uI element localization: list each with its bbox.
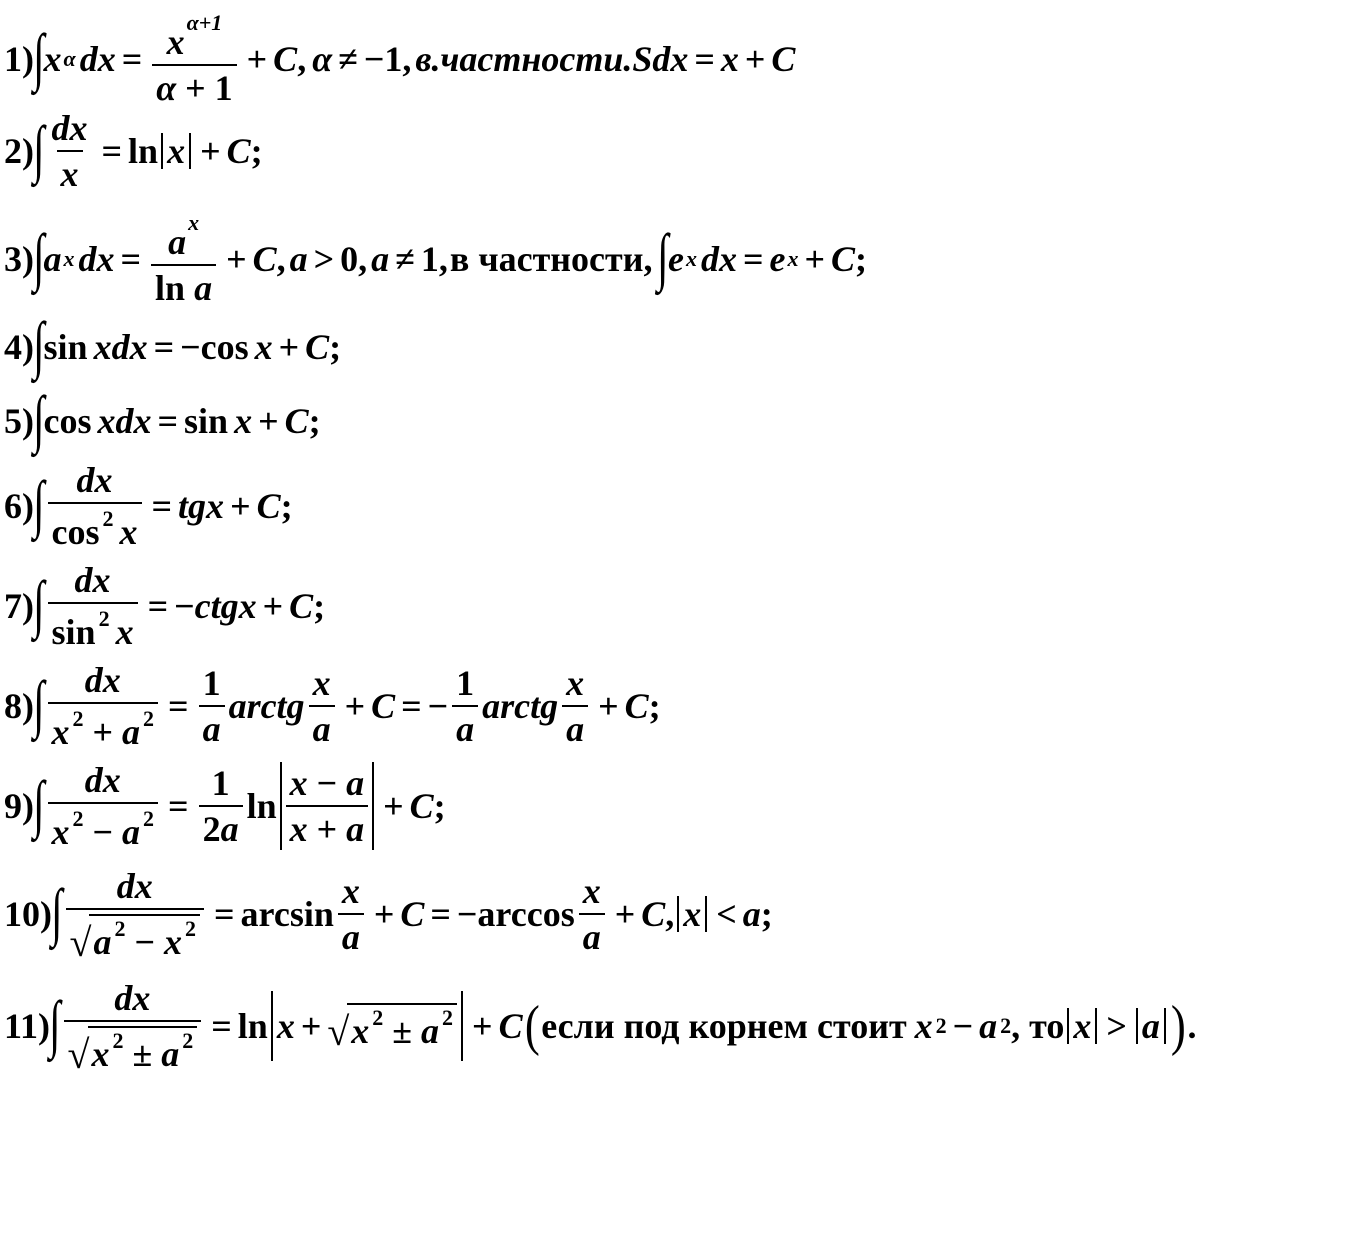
integral-sign: ∫ [33, 221, 45, 293]
formula-5: 5) ∫ cos xdx = sin x + C ; [4, 383, 321, 454]
formula-2: 2) ∫ $\frac{dx}{x}$ = ln x + C ; [4, 108, 263, 194]
formula-number: 4) [4, 326, 34, 367]
note-text-2: , то [1011, 1006, 1065, 1046]
formula-number: 5) [4, 400, 34, 441]
formula-number: 10) [4, 894, 52, 934]
formula-10: 10) ∫ dx √ a $^2$ − x $^2$ = arcsin $\frac{x}{a}$ + C = −arccos $\frac{x}{a}$ + C , x < a ; [4, 866, 773, 965]
formula-number: 7) [4, 586, 34, 626]
integral-sign: ∫ [51, 876, 63, 948]
formula-number: 8) [4, 686, 34, 726]
integral-sign: ∫ [33, 468, 45, 540]
formula-number: 11) [4, 1006, 51, 1046]
integral-sign: ∫ [33, 113, 45, 185]
formula-11: 11) ∫ dx √ x $^2$ ± a $^2$ = ln x + √ x $^2$ ± a $^2$ + C ( если под корнем стоит x 2 − a 2 , то x > a ) . [4, 978, 1197, 1077]
integral-sign: ∫ [33, 668, 45, 740]
formula-8: 8) ∫ $\frac{dx}{x ^2 + a ^2}$ = $\frac{1}{a}$ arctg $\frac{x}{a}$ + C = − $\frac{1}{a}$ arctg $\frac{x}{a}$ + C ; [4, 660, 661, 752]
note-text: если под корнем стоит [541, 1006, 907, 1046]
note-text: в.частности.Sdx [415, 39, 689, 79]
integral-sign: ∫ [33, 568, 45, 640]
integral-sign: ∫ [33, 21, 45, 93]
formula-number: 3) [4, 239, 34, 279]
integral-sign: ∫ [49, 988, 61, 1060]
formula-number: 1) [4, 39, 34, 79]
formula-7: 7) ∫ $\frac{dx}{\sin ^2 x}$ = − ctgx + C ; [4, 560, 326, 652]
square-root: √ a $^2$ − x $^2$ [70, 914, 200, 960]
fraction: $\frac{x^{\alpha+1}}{\alpha + 1}$ [152, 12, 236, 106]
integral-sign: ∫ [33, 768, 45, 840]
formula-number: 2) [4, 131, 34, 171]
note-text: в частности, [449, 239, 653, 279]
formula-number: 6) [4, 486, 34, 526]
formula-6: 6) ∫ $\frac{dx}{\cos ^2 x}$ = tgx + C ; [4, 460, 293, 552]
formula-number: 9) [4, 786, 34, 826]
square-root: √ x $^2$ ± a $^2$ [68, 1026, 198, 1072]
integral-sign: ∫ [33, 383, 45, 454]
formula-9: 9) ∫ $\frac{dx}{x ^2 - a ^2}$ = $\frac{1}{2a}$ ln $\frac{x - a}{x + a}$ + C ; [4, 760, 446, 852]
formula-3: 3) ∫ a x dx = $\frac{a^x}{\text{ln a}}$ + C , a > 0, a ≠ 1, в частности, ∫ e x dx = e x + C ; [4, 210, 867, 308]
formula-4: 4) ∫ sin xdx = −cos x + C ; [4, 309, 342, 380]
square-root: √ x $^2$ ± a $^2$ [327, 1003, 457, 1049]
integral-sign: ∫ [33, 309, 45, 380]
integral-sign: ∫ [657, 221, 669, 293]
formula-1: 1) ∫ x α dx = $\frac{x^{\alpha+1}}{\alpha + 1}$ + C , α ≠ −1, в.частности.Sdx = x + C [4, 10, 796, 108]
